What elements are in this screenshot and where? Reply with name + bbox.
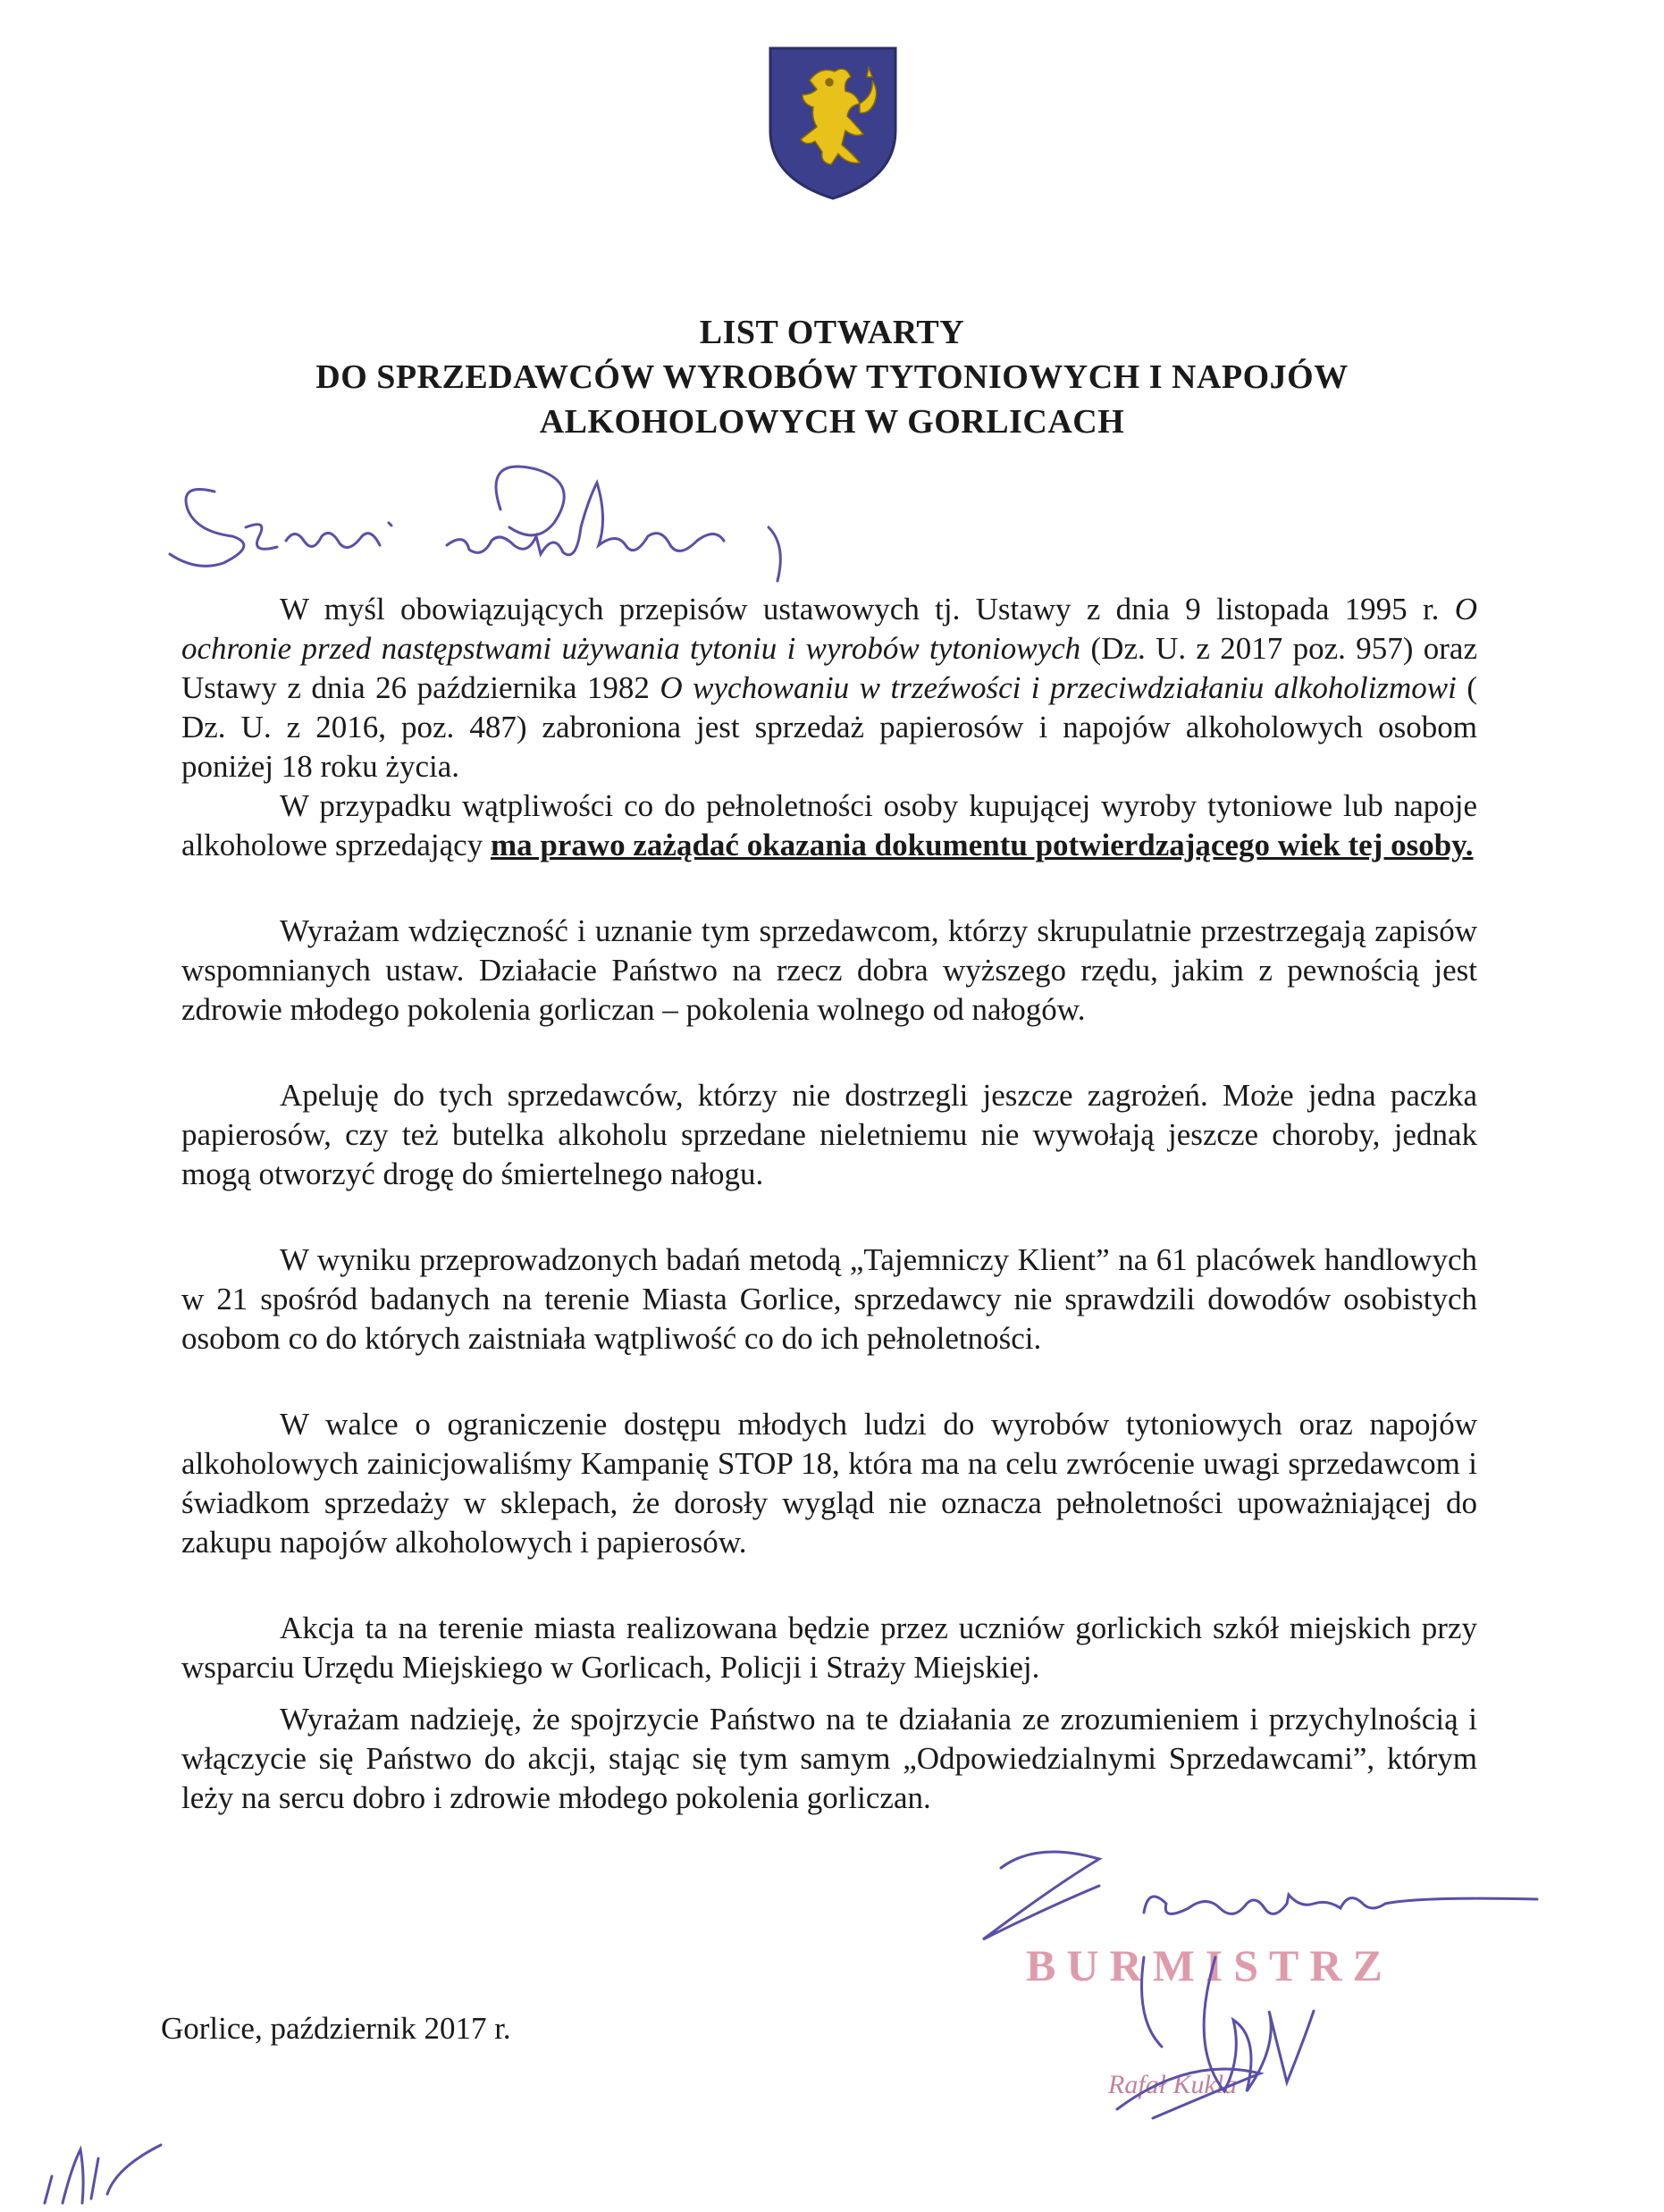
paragraph-mystery-shopper: W wyniku przeprowadzonych badań metodą „Tajemniczy Klient” na 61 placówek handlowych w 21 spośród badanych na terenie Miasta Gorlice, sprzedawcy nie sprawdzili dowodów osobistych osobom co do których zaistniała wątpliwość co do ich pełnoletności. (181, 1242, 1477, 1356)
handwritten-salutation (161, 447, 840, 599)
paragraph-action: Akcja ta na terenie miasta realizowana będzie przez uczniów gorlickich szkół miejskich przy wsparciu Urzędu Miejskiego w Gorlicach, Policji i Straży Miejskiej. (181, 1611, 1477, 1685)
coat-of-arms-crest (767, 45, 899, 202)
paragraph-stop18-campaign: W walce o ograniczenie dostępu młodych ludzi do wyrobów tytoniowych oraz napojów alkoholowych zainicjowaliśmy Kampanię STOP 18, która ma na celu zwrócenie uwagi sprzedawcom i świadkom sprzedaży w sklepach, że dorosły wygląd nie oznacza pełnoletności upoważniającej do zakupu napojów alkoholowych i papierosów. (181, 1407, 1477, 1560)
paragraph-legal-basis: W myśl obowiązujących przepisów ustawowych tj. Ustawy z dnia 9 listopada 1995 r. O ochronie przed następstwami używania tytoniu i wyrobów tytoniowych (Dz. U. z 2017 poz. 957) oraz Ustawy z dnia 26 października 1982 O wychowaniu w trzeźwości i przeciwdziałaniu alkoholizmowi ( Dz. U. z 2016, poz. 487) zabroniona jest sprzedaż papierosów i napojów alkoholowych osobom poniżej 18 roku życia. (181, 592, 1477, 784)
act-title-tobacco: O ochronie przed następstwami używania tytoniu i wyrobów tytoniowych (181, 592, 1477, 666)
letter-title (268, 310, 1396, 444)
paragraph-hope: Wyrażam nadzieję, że spojrzycie Państwo na te działania ze zrozumieniem i przychylnością i włączycie się Państwo do akcji, stając się tym samym „Odpowiedzialnymi Sprzedawcami”, którym leży na sercu dobro i zdrowie młodego pokolenia gorliczan. (181, 1702, 1477, 1815)
corner-handwritten-mark (27, 2132, 188, 2208)
stamp-name: Rafał Kukla (1108, 2070, 1238, 2099)
letter-body (181, 590, 1477, 1818)
title-line: LIST OTWARTY (699, 314, 965, 351)
place-and-date: Gorlice, październik 2017 r. (161, 2011, 511, 2046)
paragraph-right-to-id: W przypadku wątpliwości co do pełnoletności osoby kupującej wyroby tytoniowe lub napoje alkoholowe sprzedający ma prawo zażądać okazania dokumentu potwierdzającego wiek tej osoby. (181, 788, 1477, 862)
stamp-title: BURMISTRZ (1026, 1940, 1393, 1990)
signature-area (920, 1823, 1546, 2145)
paragraph-gratitude: Wyrażam wdzięczność i uznanie tym sprzedawcom, którzy skrupulatnie przestrzegają zapisów wspomnianych ustaw. Działacie Państwo na rzecz dobra wyższego rzędu, jakim z pewnością jest zdrowie młodego pokolenia gorliczan – pokolenia wolnego od nałogów. (181, 913, 1477, 1027)
title-line: ALKOHOLOWYCH W GORLICACH (539, 403, 1125, 441)
title-line: DO SPRZEDAWCÓW WYROBÓW TYTONIOWYCH I NAPOJÓW (315, 358, 1349, 396)
paragraph-appeal: Apeluję do tych sprzedawców, którzy nie dostrzegli jeszcze zagrożeń. Może jedna paczka papierosów, czy też butelka alkoholu sprzedane nieletniemu nie wywołają jeszcze choroby, jednak mogą otworzyć drogę do śmiertelnego nałogu. (181, 1078, 1477, 1191)
emphasized-right: ma prawo zażądać okazania dokumentu potwierdzającego wiek tej osoby. (490, 828, 1474, 862)
act-title-alcohol: O wychowaniu w trzeźwości i przeciwdziałaniu alkoholizmowi (660, 670, 1457, 705)
